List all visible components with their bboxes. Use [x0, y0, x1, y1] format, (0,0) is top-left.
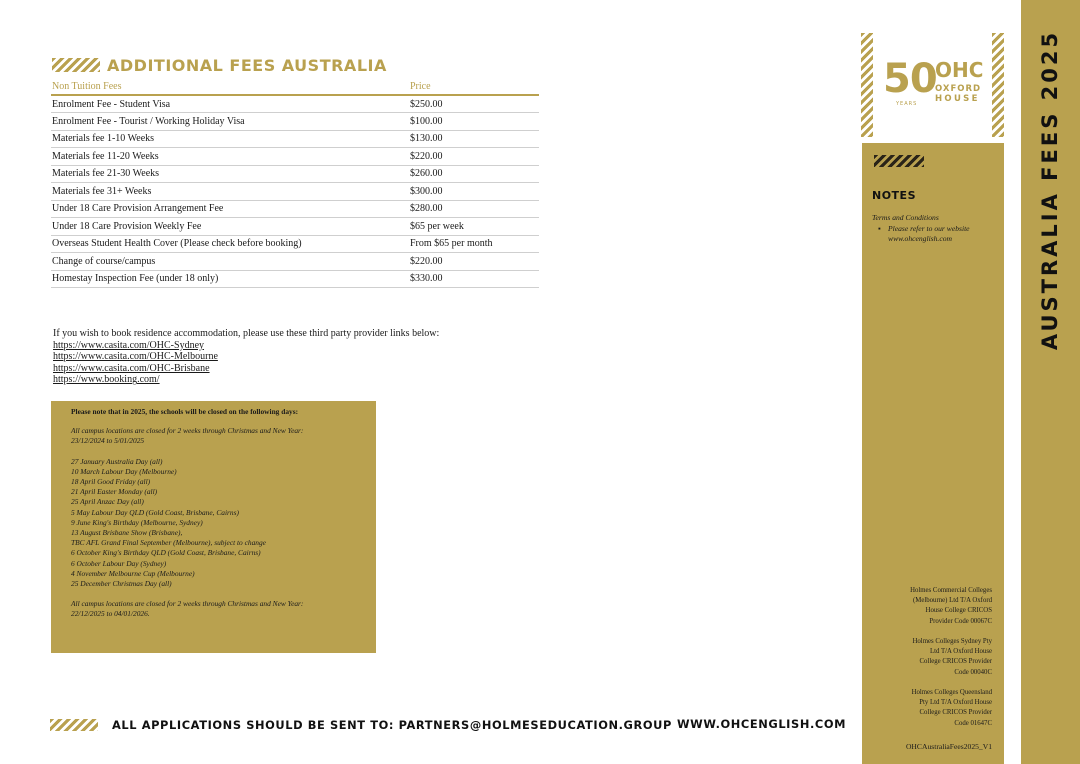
logo-number: 50 [883, 56, 937, 102]
table-row [51, 95, 539, 113]
closures-box [51, 401, 376, 653]
fee-price: $100.00 [409, 113, 539, 131]
side-banner [1021, 0, 1080, 764]
table-row [51, 235, 539, 253]
notes-bullet-text: Please refer to our website www.ohcenglish.com [888, 224, 970, 244]
logo-line-2: HOUSE [935, 94, 980, 104]
fee-price: $220.00 [409, 148, 539, 166]
stripe-decoration [50, 719, 98, 731]
fee-price: $260.00 [409, 165, 539, 183]
provider-info-sydney: Holmes Colleges Sydney Pty Ltd T/A Oxford House College CRICOS Provider Code 00040C [912, 638, 992, 676]
closure-day: 6 October Labour Day (Sydney) [71, 558, 167, 568]
closure-day: 9 June King's Birthday (Melbourne, Sydney) [71, 517, 203, 527]
logo-line-1: OXFORD [935, 84, 982, 94]
fee-price: $250.00 [409, 95, 539, 113]
fee-name: Under 18 Care Provision Arrangement Fee [51, 200, 409, 218]
closure-day: 13 August Brisbane Show (Brisbane), [71, 528, 183, 538]
fee-name: Materials fee 21-30 Weeks [51, 165, 409, 183]
closure-day: 25 December Christmas Day (all) [71, 579, 172, 589]
provider-info-queensland: Holmes Colleges Queensland Pty Ltd T/A Oxford House College CRICOS Provider Code 01647C [911, 689, 992, 727]
link-casita-melbourne[interactable]: https://www.casita.com/OHC-Melbourne [53, 351, 218, 363]
stripe-decoration [992, 33, 1004, 137]
fee-name: Change of course/campus [51, 253, 409, 271]
table-row [51, 183, 539, 201]
page-title: ADDITIONAL FEES AUSTRALIA [107, 55, 387, 75]
fee-name: Homestay Inspection Fee (under 18 only) [51, 270, 409, 288]
accommodation-section [53, 328, 439, 386]
fee-name: Under 18 Care Provision Weekly Fee [51, 218, 409, 236]
column-header-price: Price [409, 79, 539, 95]
closures-start-note: All campus locations are closed for 2 weeks through Christmas and New Year: [71, 426, 304, 436]
table-row [51, 253, 539, 271]
table-row [51, 148, 539, 166]
closure-day: 10 March Labour Day (Melbourne) [71, 466, 177, 476]
fee-name: Enrolment Fee - Tourist / Working Holiday Visa [51, 113, 409, 131]
closures-start-dates: 23/12/2024 to 5/01/2025 [71, 436, 145, 446]
link-casita-brisbane[interactable]: https://www.casita.com/OHC-Brisbane [53, 362, 210, 374]
closure-day: TBC AFL Grand Final September (Melbourne), subject to change [71, 538, 266, 548]
notes-subheading: Terms and Conditions [872, 213, 939, 222]
fee-price: $220.00 [409, 253, 539, 271]
closures-end-note: All campus locations are closed for 2 weeks through Christmas and New Year: [71, 599, 304, 609]
footer [50, 717, 672, 733]
fee-price: $65 per week [409, 218, 539, 236]
stripe-decoration [861, 33, 873, 137]
closure-day: 4 November Melbourne Cup (Melbourne) [71, 568, 195, 578]
table-row [51, 165, 539, 183]
closures-lead: Please note that in 2025, the schools will be closed on the following days: [71, 407, 299, 416]
fee-price: $330.00 [409, 270, 539, 288]
closure-days-list [71, 457, 356, 590]
table-row [51, 218, 539, 236]
table-header-row [51, 79, 539, 95]
closure-day: 5 May Labour Day QLD (Gold Coast, Brisbane, Cairns) [71, 507, 239, 517]
closure-day: 21 April Easter Monday (all) [71, 487, 158, 497]
table-row [51, 130, 539, 148]
closure-day: 27 January Australia Day (all) [71, 456, 163, 466]
fee-name: Enrolment Fee - Student Visa [51, 95, 409, 113]
fee-name: Materials fee 1-10 Weeks [51, 130, 409, 148]
notes-bullet [878, 224, 994, 245]
fee-price: $130.00 [409, 130, 539, 148]
table-row [51, 200, 539, 218]
closure-day: 25 April Anzac Day (all) [71, 497, 144, 507]
fee-name: Materials fee 11-20 Weeks [51, 148, 409, 166]
column-header-fee: Non Tuition Fees [51, 79, 409, 95]
fee-price: $280.00 [409, 200, 539, 218]
fee-name: Materials fee 31+ Weeks [51, 183, 409, 201]
page-header [52, 55, 387, 75]
footer-website: WWW.OHCENGLISH.COM [677, 717, 847, 731]
accommodation-intro: If you wish to book residence accommodation, please use these third party provider links below: [53, 328, 440, 339]
fee-name: Overseas Student Health Cover (Please check before booking) [51, 235, 409, 253]
document-reference: OHCAustraliaFees2025_V1 [905, 742, 992, 751]
stripe-decoration [52, 58, 100, 72]
table-row [51, 270, 539, 288]
logo-brand: OHC [935, 58, 984, 82]
logo-years: YEARS [896, 101, 918, 107]
notes-heading: NOTES [872, 189, 916, 202]
fee-price: $300.00 [409, 183, 539, 201]
closures-end-dates: 22/12/2025 to 04/01/2026. [71, 609, 150, 619]
fees-table-body [51, 95, 539, 288]
banner-title: AUSTRALIA FEES 2025 [1038, 29, 1062, 351]
bullet-icon: ▪ [878, 224, 881, 233]
table-row [51, 113, 539, 131]
footer-applications: ALL APPLICATIONS SHOULD BE SENT TO: PARTNERS@HOLMESEDUCATION.GROUP [112, 718, 672, 732]
stripe-decoration [874, 155, 924, 167]
link-casita-sydney[interactable]: https://www.casita.com/OHC-Sydney [53, 339, 205, 351]
fees-table [51, 79, 539, 288]
logo [861, 33, 1004, 137]
provider-info-melbourne: Holmes Commercial Colleges (Melbourne) Ltd T/A Oxford House College CRICOS Provider Code 00067C [910, 587, 992, 625]
closure-day: 6 October King's Birthday QLD (Gold Coast, Brisbane, Cairns) [71, 548, 261, 558]
notes-column [862, 143, 1004, 764]
link-booking[interactable]: https://www.booking.com/ [53, 374, 160, 386]
closure-day: 18 April Good Friday (all) [71, 477, 151, 487]
fee-price: From $65 per month [409, 235, 539, 253]
